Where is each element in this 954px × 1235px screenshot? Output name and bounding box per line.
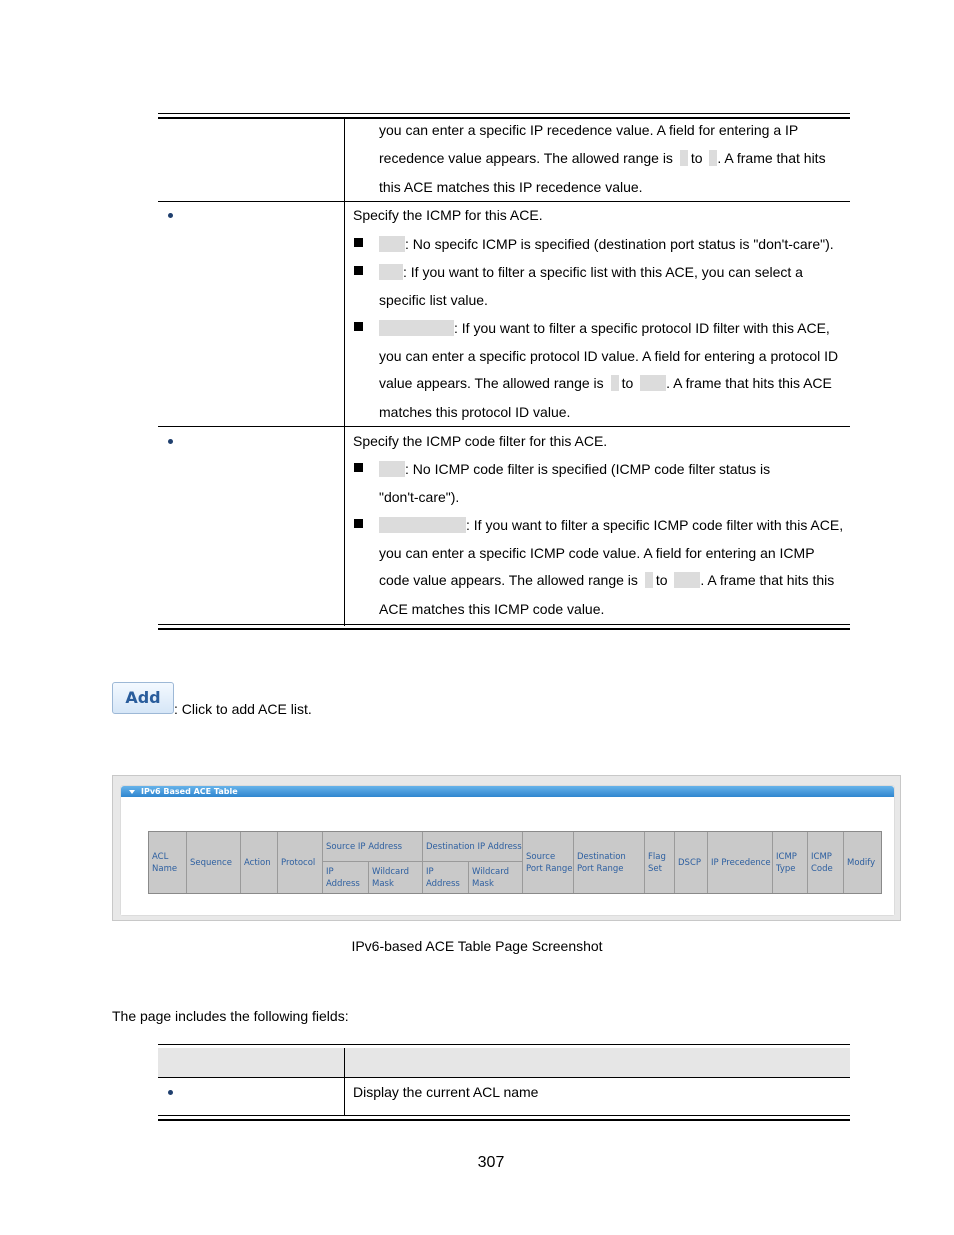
square-bullet (354, 266, 363, 275)
row-divider (158, 201, 850, 202)
icmp-protocol-line3: value appears. The allowed range is to . A frame that hits this ACE (379, 375, 832, 391)
col-header-source-port-range: Source Port Range (523, 832, 574, 893)
icmp-protocol-line4: matches this protocol ID value. (379, 404, 571, 420)
bottom-table-header-divider (158, 1077, 850, 1078)
ace-table-panel (120, 785, 895, 916)
icmp-code-any-cont: "don't-care"). (379, 489, 460, 505)
option-label-box (379, 461, 405, 477)
square-bullet (354, 463, 363, 472)
table-top-rule (158, 113, 850, 119)
add-button[interactable]: Add (112, 682, 174, 714)
icmp-code-specific-option: : If you want to filter a specific ICMP code filter with this ACE, (379, 517, 843, 533)
col-header-icmp-code: ICMP Code (808, 832, 844, 893)
collapse-arrow-icon[interactable] (129, 790, 135, 794)
col-header-protocol: Protocol (278, 832, 323, 893)
panel-title: IPv6 Based ACE Table (141, 787, 238, 796)
ace-table-screenshot (112, 775, 901, 921)
col-header-source-wildcard: Wildcard Mask (369, 862, 423, 893)
fields-intro: The page includes the following fields: (112, 1008, 349, 1024)
option-label-box (379, 320, 454, 336)
icmp-intro: Specify the ICMP for this ACE. (353, 207, 543, 223)
icmp-code-any-option: : No ICMP code filter is specified (ICMP code filter status is (379, 461, 770, 477)
option-label-box (379, 236, 405, 252)
col-header-flag-set: Flag Set (645, 832, 675, 893)
col-header-sequence: Sequence (187, 832, 241, 893)
square-bullet (354, 238, 363, 247)
icmp-protocol-option: : If you want to filter a specific protocol ID filter with this ACE, (379, 320, 830, 336)
table-bottom-rule (158, 624, 850, 630)
col-header-source-ip-address: Source IP Address (323, 832, 423, 862)
range-max-field (674, 572, 700, 588)
page-number: 307 (477, 1154, 505, 1171)
col-header-source-ip: IP Address (323, 862, 369, 893)
col-header-icmp-type: ICMP Type (773, 832, 808, 893)
row1-text-line1: you can enter a specific IP recedence value. A field for entering a IP (379, 122, 799, 138)
range-max-field (640, 375, 666, 391)
col-header-destination-port-range: Destination Port Range (574, 832, 645, 893)
icmp-code-line2: you can enter a specific ICMP code value. A field for entering an ICMP (379, 545, 815, 561)
icmp-protocol-line2: you can enter a specific protocol ID value. A field for entering a protocol ID (379, 348, 839, 364)
row1-text-line3: this ACE matches this IP recedence value. (379, 179, 643, 195)
icmp-any-option: : No specifc ICMP is specified (destination port status is "don't-care"). (379, 236, 834, 252)
col-header-modify: Modify (847, 857, 876, 868)
add-description: : Click to add ACE list. (174, 701, 312, 717)
icmp-code-line4: ACE matches this ICMP code value. (379, 601, 605, 617)
col-header-ip-precedence: IP Precedence (708, 832, 773, 893)
row-bullet (168, 1090, 173, 1095)
option-label-box (379, 517, 466, 533)
col-header-destination-ip-address: Destination IP Address (423, 832, 523, 862)
col-header-destination-wildcard: Wildcard Mask (469, 862, 523, 893)
ace-table (148, 831, 882, 894)
range-min-field (680, 150, 688, 166)
bottom-table-bottom-rule (158, 1115, 850, 1121)
row-bullet (168, 213, 173, 218)
screenshot-caption: IPv6-based ACE Table Page Screenshot (351, 938, 603, 954)
range-min-field (645, 572, 653, 588)
bottom-table-header-row (158, 1048, 850, 1077)
acl-name-description: Display the current ACL name (353, 1084, 539, 1100)
row1-text-line2: recedence value appears. The allowed range is to . A frame that hits (379, 150, 826, 166)
icmp-code-line3: code value appears. The allowed range is to . A frame that hits this (379, 572, 835, 588)
col-header-dscp: DSCP (675, 832, 708, 893)
icmp-code-intro: Specify the ICMP code filter for this ACE. (353, 433, 608, 449)
icmp-list-option-cont: specific list value. (379, 292, 488, 308)
bottom-table-column-divider (344, 1048, 345, 1116)
table-column-divider (344, 117, 345, 626)
square-bullet (354, 322, 363, 331)
icmp-list-option: : If you want to filter a specific list with this ACE, you can select a (379, 264, 803, 280)
option-label-box (379, 264, 403, 280)
col-header-acl-name: ACL Name (149, 832, 187, 893)
square-bullet (354, 519, 363, 528)
row-divider (158, 426, 850, 427)
col-header-destination-ip: IP Address (423, 862, 469, 893)
col-header-action: Action (241, 832, 278, 893)
row-bullet (168, 439, 173, 444)
range-min-field (611, 375, 619, 391)
panel-header[interactable] (121, 786, 894, 797)
